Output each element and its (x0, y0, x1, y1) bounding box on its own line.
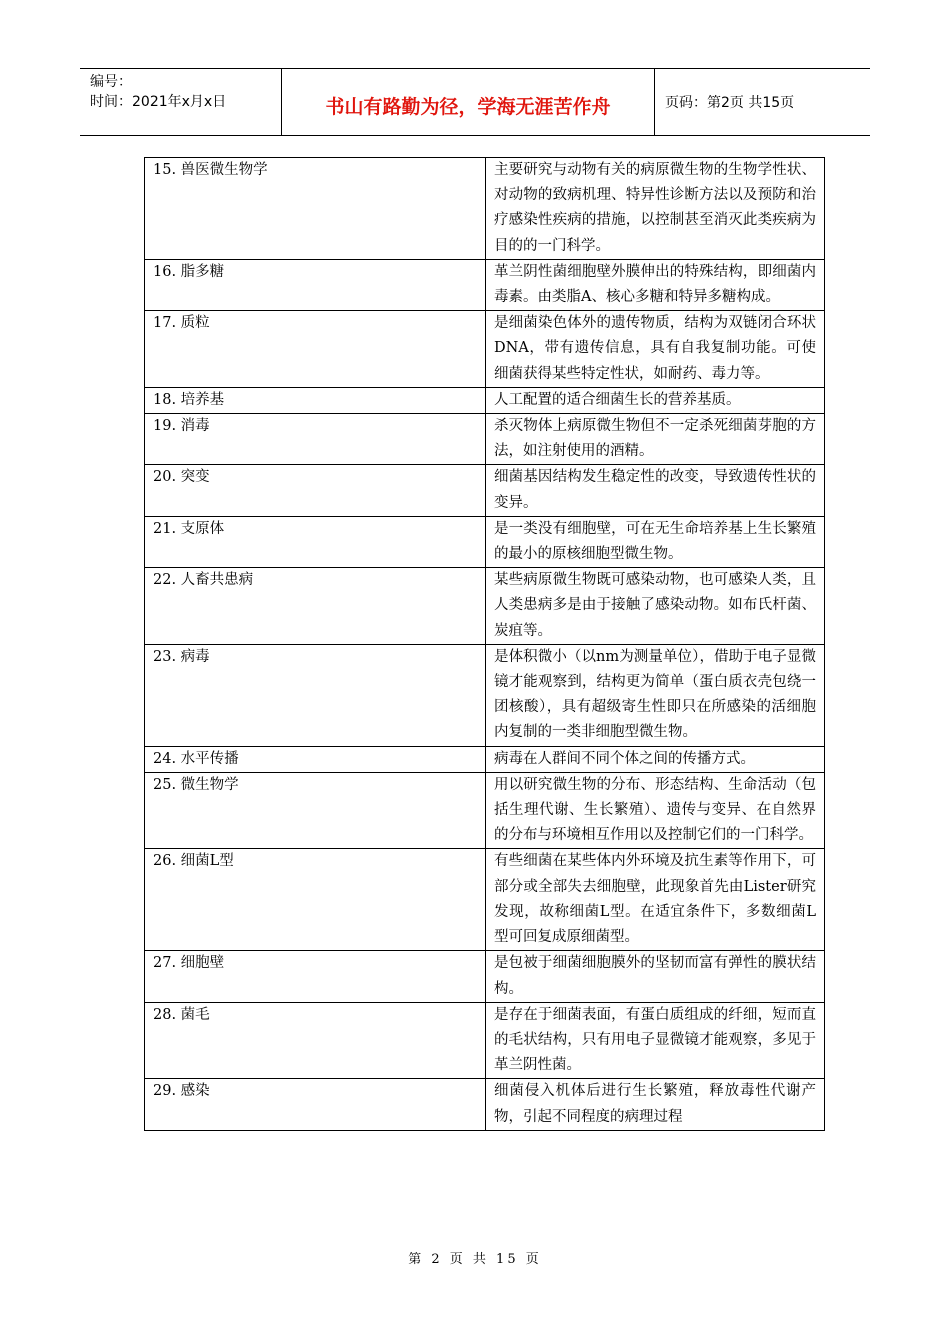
term-cell: 19. 消毒 (145, 414, 486, 465)
term-cell: 25. 微生物学 (145, 772, 486, 849)
definition-cell: 是细菌染色体外的遗传物质，结构为双链闭合环状DNA，带有遗传信息，具有自我复制功能。可使细菌获得某些特定性状，如耐药、毒力等。 (486, 311, 825, 388)
table-row (145, 465, 825, 516)
definition-cell: 某些病原微生物既可感染动物，也可感染人类，且人类患病多是由于接触了感染动物。如布氏杆菌、炭疽等。 (486, 568, 825, 645)
term-cell: 23. 病毒 (145, 644, 486, 746)
term-cell: 16. 脂多糖 (145, 259, 486, 310)
table-row (145, 158, 825, 260)
table-row (145, 849, 825, 951)
doc-time-label: 时间：2021年x月x日 (90, 94, 227, 110)
table-row (145, 414, 825, 465)
definition-cell: 杀灭物体上病原微生物但不一定杀死细菌芽胞的方法，如注射使用的酒精。 (486, 414, 825, 465)
definition-cell: 有些细菌在某些体内外环境及抗生素等作用下，可部分或全部失去细胞壁，此现象首先由Lister研究发现，故称细菌L型。在适宜条件下，多数细菌L型可回复成原细菌型。 (486, 849, 825, 951)
header-motto: 书山有路勤为径，学海无涯苦作舟 (282, 69, 655, 135)
definition-cell: 用以研究微生物的分布、形态结构、生命活动（包括生理代谢、生长繁殖）、遗传与变异、在自然界的分布与环境相互作用以及控制它们的一门科学。 (486, 772, 825, 849)
table-row (145, 772, 825, 849)
term-cell: 18. 培养基 (145, 387, 486, 413)
definition-cell: 是一类没有细胞壁，可在无生命培养基上生长繁殖的最小的原核细胞型微生物。 (486, 516, 825, 567)
table-row (145, 516, 825, 567)
table-row (145, 259, 825, 310)
table-row (145, 568, 825, 645)
table-row (145, 1079, 825, 1130)
term-cell: 20. 突变 (145, 465, 486, 516)
term-cell: 26. 细菌L型 (145, 849, 486, 951)
definition-cell: 是包被于细菌细胞膜外的坚韧而富有弹性的膜状结构。 (486, 951, 825, 1002)
page-header (80, 68, 870, 136)
glossary-body (145, 158, 825, 1131)
table-row (145, 951, 825, 1002)
definition-cell: 是体积微小（以nm为测量单位），借助于电子显微镜才能观察到，结构更为简单（蛋白质衣壳包绕一团核酸），具有超级寄生性即只在所感染的活细胞内复制的一类非细胞型微生物。 (486, 644, 825, 746)
definition-cell: 人工配置的适合细菌生长的营养基质。 (486, 387, 825, 413)
definition-cell: 细菌基因结构发生稳定性的改变，导致遗传性状的变异。 (486, 465, 825, 516)
term-cell: 24. 水平传播 (145, 746, 486, 772)
header-page-label: 页码：第2页 共15页 (665, 95, 795, 111)
definition-cell: 细菌侵入机体后进行生长繁殖，释放毒性代谢产物，引起不同程度的病理过程 (486, 1079, 825, 1130)
term-cell: 29. 感染 (145, 1079, 486, 1130)
term-cell: 27. 细胞壁 (145, 951, 486, 1002)
term-cell: 28. 菌毛 (145, 1002, 486, 1079)
table-row (145, 311, 825, 388)
page-footer: 第 2 页 共 15 页 (408, 1252, 542, 1267)
table-row (145, 746, 825, 772)
definition-cell: 主要研究与动物有关的病原微生物的生物学性状、对动物的致病机理、特异性诊断方法以及预防和治疗感染性疾病的措施，以控制甚至消灭此类疾病为目的的一门科学。 (486, 158, 825, 260)
term-cell: 22. 人畜共患病 (145, 568, 486, 645)
table-row (145, 1002, 825, 1079)
table-row (145, 387, 825, 413)
table-row (145, 644, 825, 746)
header-meta (80, 69, 282, 135)
definition-cell: 是存在于细菌表面，有蛋白质组成的纤细，短而直的毛状结构，只有用电子显微镜才能观察，多见于革兰阴性菌。 (486, 1002, 825, 1079)
doc-number-label: 编号： (90, 74, 132, 90)
term-cell: 17. 质粒 (145, 311, 486, 388)
term-cell: 21. 支原体 (145, 516, 486, 567)
term-cell: 15. 兽医微生物学 (145, 158, 486, 260)
glossary-table (144, 157, 825, 1131)
definition-cell: 病毒在人群间不同个体之间的传播方式。 (486, 746, 825, 772)
definition-cell: 革兰阴性菌细胞壁外膜伸出的特殊结构，即细菌内毒素。由类脂A、核心多糖和特异多糖构成。 (486, 259, 825, 310)
